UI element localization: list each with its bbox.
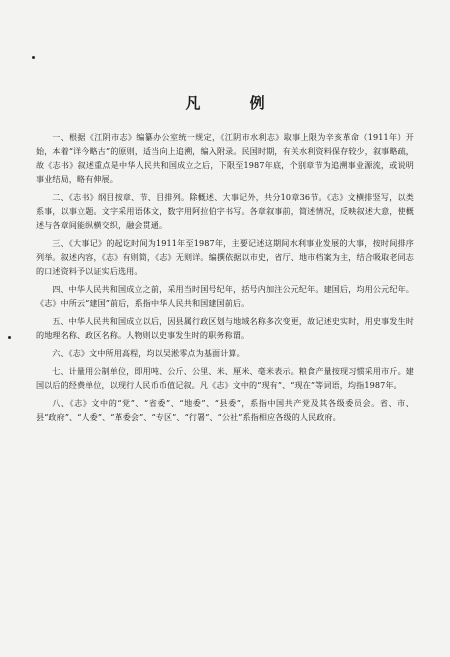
paragraph-8: 八、《志》文中的“党”、“省委”、“地委”、“县委”，系指中国共产党及其各级委员会。省、市、县“政府”、“人委”、“革委会”、“专区”、“行署”、“公社”系指相应各级的人民政府。 — [36, 398, 414, 422]
paragraph-7: 七、计量用公制单位，即用吨、公斤、公里、米、厘米、毫米表示。粮食产量按现习惯采用市斤。建国以后的经费单位，以现行人民币币值记叙。凡《志》文中的“现有”、“现在”等词语，均指1987年。 — [36, 366, 414, 390]
page-title: 凡 例 — [185, 94, 287, 112]
paragraph-5: 五、中华人民共和国成立以后，因县属行政区划与地域名称多次变更，故记述史实时，用史事发生时的地理名称、政区名称。人物则以史事发生时的职务称谓。 — [36, 316, 414, 340]
paragraph-1: 一、根据《江阴市志》编纂办公室统一规定，《江阴市水利志》取事上限为辛亥革命（1911年）开始，本着“详今略古”的原则，适当向上追溯，编入附录。民国时期，有关水利资料保存较少，叙事略疏，故《志书》叙述重点是中华人民共和国成立之后，下限至1987年底，个别章节为追溯事业源流，或说明事业结局，略有伸展。 — [36, 132, 414, 184]
paragraph-3: 三、《大事记》的起讫时间为1911年至1987年，主要记述这期间水利事业发展的大事，按时间排序列举。叙述内容，《志》有则简，《志》无则详。编撰依据以市史，省厅、地市档案为主，结合吸取老同志的口述资料予以证实后选用。 — [36, 238, 414, 276]
scan-speck — [32, 56, 35, 59]
paragraph-6: 六、《志》文中所用高程，均以吴淞零点为基面计算。 — [52, 348, 245, 358]
scan-speck — [8, 336, 11, 339]
document-body — [36, 130, 414, 428]
paragraph-4: 四、中华人民共和国成立之前，采用当时国号纪年，括号内加注公元纪年。建国后，均用公元纪年。《志》中所云“建国”前后，系指中华人民共和国建国前后。 — [36, 284, 414, 308]
paragraph-2: 二、《志书》纲目按章、节、目排列。除概述、大事记外，共分10章36节。《志》文横排竖写，以类系事，以事立题。文字采用语体文，数字用阿拉伯字书写。各章叙事前，简述情况，反映叙述大意，使概述与各章间能纵横交织，融会贯通。 — [36, 192, 414, 230]
